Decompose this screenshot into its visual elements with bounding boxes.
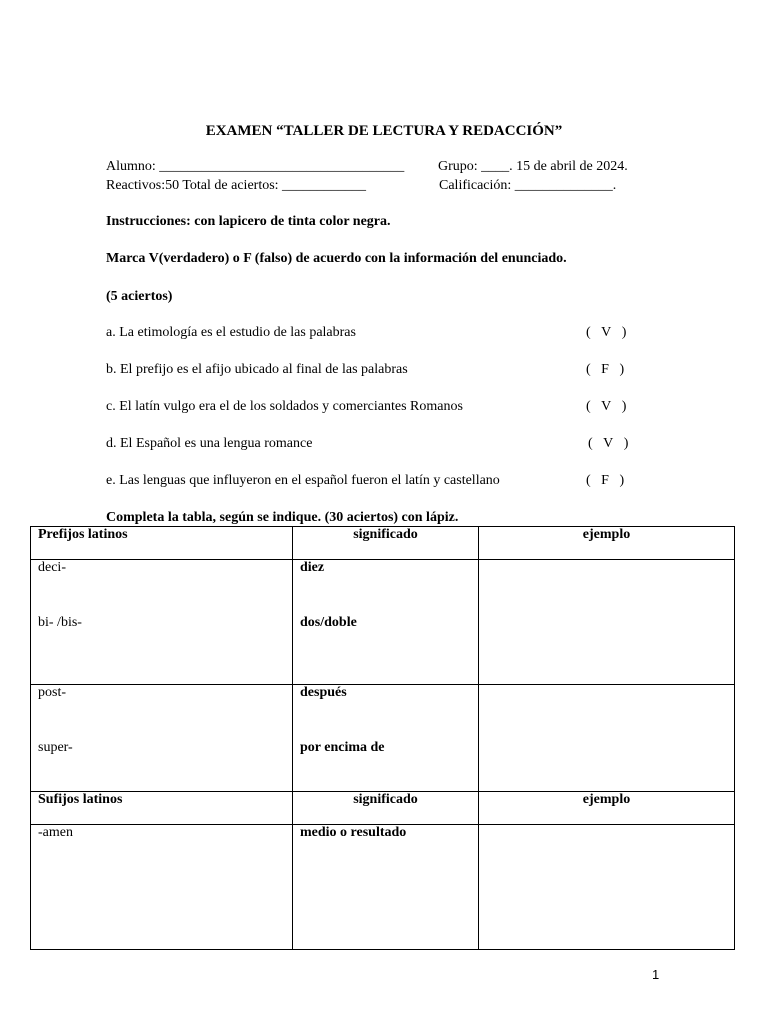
- answer-c: ( V ): [586, 399, 627, 414]
- student-name-line: Alumno: ___________________________________: [106, 159, 405, 174]
- prefix-header-row: [31, 527, 735, 560]
- meaning-cell: [293, 825, 479, 950]
- example-header-cell: ejemplo: [479, 527, 735, 560]
- example-cell[interactable]: [479, 560, 735, 685]
- prefix-item: bi- /bis-: [38, 615, 82, 631]
- prefix-cell: [31, 684, 293, 792]
- answer-d: ( V ): [588, 436, 629, 451]
- meaning-cell: [293, 684, 479, 792]
- meaning-header-cell: significado: [293, 792, 479, 825]
- reactivos-line: Reactivos:50 Total de aciertos: ____________: [106, 178, 367, 193]
- example-header-cell: ejemplo: [479, 792, 735, 825]
- meaning-item: diez: [300, 560, 325, 576]
- prefix-item: post-: [38, 684, 66, 700]
- suffix-item: -amen: [38, 825, 73, 841]
- answer-c-value: V: [601, 399, 612, 414]
- prefix-header-cell: Prefijos latinos: [31, 527, 293, 560]
- table-row: [31, 560, 735, 685]
- statement-c: c. El latín vulgo era el de los soldados y comerciantes Romanos: [106, 399, 463, 414]
- instructions: Instrucciones: con lapicero de tinta color negra.: [106, 214, 391, 229]
- answer-e-value: F: [601, 473, 609, 488]
- table-row: [31, 825, 735, 950]
- meaning-item: dos/doble: [300, 615, 357, 631]
- section2-heading: Completa la tabla, según se indique. (30 aciertos) con lápiz.: [106, 510, 459, 525]
- statement-d: d. El Español es una lengua romance: [106, 436, 313, 451]
- meaning-item: por encima de: [300, 739, 385, 755]
- section1-heading: Marca V(verdadero) o F (falso) de acuerdo con la información del enunciado.: [106, 251, 567, 266]
- answer-b: ( F ): [586, 362, 625, 377]
- statement-e: e. Las lenguas que influyeron en el español fueron el latín y castellano: [106, 473, 500, 488]
- answer-a-value: V: [601, 325, 612, 340]
- suffix-header-row: [31, 792, 735, 825]
- exam-title: EXAMEN “TALLER DE LECTURA Y REDACCIÓN”: [205, 123, 563, 139]
- answer-a: ( V ): [586, 325, 627, 340]
- meaning-item: después: [300, 684, 347, 700]
- table-row: [31, 684, 735, 792]
- meaning-cell: [293, 560, 479, 685]
- statement-a: a. La etimología es el estudio de las palabras: [106, 325, 356, 340]
- latin-affix-table: [30, 526, 735, 950]
- prefix-cell: [31, 560, 293, 685]
- meaning-header-cell: significado: [293, 527, 479, 560]
- meaning-item: medio o resultado: [300, 825, 407, 841]
- answer-b-value: F: [601, 362, 609, 377]
- example-cell[interactable]: [479, 825, 735, 950]
- page-number: 1: [652, 967, 660, 982]
- prefix-item: super-: [38, 739, 73, 755]
- prefix-item: deci-: [38, 560, 66, 576]
- answer-e: ( F ): [586, 473, 625, 488]
- calificacion-line: Calificación: ______________.: [439, 178, 617, 193]
- suffix-header-cell: Sufijos latinos: [31, 792, 293, 825]
- section1-points: (5 aciertos): [106, 289, 173, 304]
- statement-b: b. El prefijo es el afijo ubicado al final de las palabras: [106, 362, 408, 377]
- group-date-line: Grupo: ____. 15 de abril de 2024.: [438, 159, 628, 174]
- example-cell[interactable]: [479, 684, 735, 792]
- answer-d-value: V: [603, 436, 614, 451]
- suffix-cell: [31, 825, 293, 950]
